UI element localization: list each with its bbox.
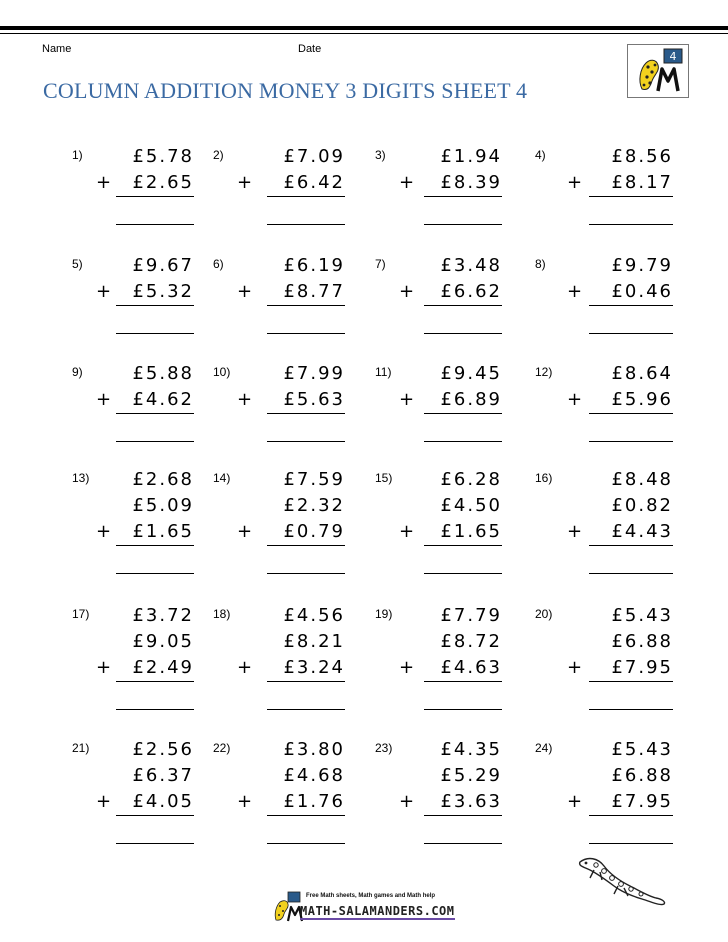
addend: £5.88 [132, 363, 194, 384]
addend: £9.67 [132, 255, 194, 276]
plus-sign: + [567, 281, 583, 302]
addend: £7.99 [283, 363, 345, 384]
plus-sign: + [399, 172, 415, 193]
answer-line[interactable] [424, 333, 502, 334]
problem-item [375, 257, 502, 349]
addend: £9.05 [132, 631, 194, 652]
addend: £8.21 [283, 631, 345, 652]
sum-top-rule [116, 305, 194, 306]
footer-underline [300, 918, 455, 920]
footer-site-link[interactable]: MATH-SALAMANDERS.COM [300, 904, 455, 918]
answer-line[interactable] [267, 843, 345, 844]
answer-line[interactable] [116, 843, 194, 844]
problem-item [535, 365, 673, 457]
plus-sign: + [96, 657, 112, 678]
addend: £5.09 [132, 495, 194, 516]
addend: £4.62 [132, 389, 194, 410]
addend: £4.56 [283, 605, 345, 626]
addend: £4.68 [283, 765, 345, 786]
addend: £7.79 [440, 605, 502, 626]
problem-item [375, 607, 502, 725]
problem-item [72, 148, 194, 240]
problem-number: 9) [72, 365, 83, 379]
sum-top-rule [116, 681, 194, 682]
addend: £5.96 [611, 389, 673, 410]
problem-number: 11) [375, 365, 392, 379]
answer-line[interactable] [267, 573, 345, 574]
addend: £1.65 [440, 521, 502, 542]
problem-item [213, 471, 345, 589]
plus-sign: + [399, 521, 415, 542]
problem-number: 3) [375, 148, 386, 162]
plus-sign: + [399, 389, 415, 410]
plus-sign: + [567, 521, 583, 542]
problem-number: 14) [213, 471, 231, 485]
addend: £5.78 [132, 146, 194, 167]
addend: £3.63 [440, 791, 502, 812]
salamander-mascot-icon [574, 852, 670, 912]
problem-number: 1) [72, 148, 83, 162]
answer-line[interactable] [267, 333, 345, 334]
answer-line[interactable] [424, 441, 502, 442]
plus-sign: + [237, 791, 253, 812]
problem-item [535, 741, 673, 859]
problem-item [72, 607, 194, 725]
problem-item [375, 148, 502, 240]
problem-number: 16) [535, 471, 553, 485]
sum-top-rule [424, 196, 502, 197]
answer-line[interactable] [267, 709, 345, 710]
addend: £5.43 [611, 605, 673, 626]
problem-number: 15) [375, 471, 393, 485]
problem-item [213, 365, 345, 457]
plus-sign: + [399, 791, 415, 812]
problem-item [72, 257, 194, 349]
addend: £0.79 [283, 521, 345, 542]
sum-top-rule [116, 815, 194, 816]
answer-line[interactable] [116, 573, 194, 574]
problem-item [535, 471, 673, 589]
addend: £5.29 [440, 765, 502, 786]
plus-sign: + [237, 657, 253, 678]
addend: £7.95 [611, 791, 673, 812]
problem-item [72, 365, 194, 457]
answer-line[interactable] [267, 441, 345, 442]
addend: £6.88 [611, 631, 673, 652]
problem-number: 19) [375, 607, 393, 621]
addend: £8.39 [440, 172, 502, 193]
answer-line[interactable] [589, 333, 673, 334]
addend: £4.63 [440, 657, 502, 678]
addend: £8.17 [611, 172, 673, 193]
addend: £6.62 [440, 281, 502, 302]
plus-sign: + [399, 281, 415, 302]
problem-number: 5) [72, 257, 83, 271]
problem-number: 4) [535, 148, 546, 162]
addend: £5.63 [283, 389, 345, 410]
problem-item [213, 741, 345, 859]
sum-top-rule [589, 545, 673, 546]
sum-top-rule [116, 196, 194, 197]
addend: £8.72 [440, 631, 502, 652]
answer-line[interactable] [589, 224, 673, 225]
addend: £8.77 [283, 281, 345, 302]
sum-top-rule [589, 413, 673, 414]
problem-item [375, 471, 502, 589]
plus-sign: + [237, 389, 253, 410]
answer-line[interactable] [424, 843, 502, 844]
answer-line[interactable] [424, 573, 502, 574]
addend: £6.19 [283, 255, 345, 276]
plus-sign: + [567, 657, 583, 678]
problem-item [72, 741, 194, 859]
addend: £8.48 [611, 469, 673, 490]
sum-top-rule [267, 681, 345, 682]
plus-sign: + [96, 389, 112, 410]
plus-sign: + [399, 657, 415, 678]
sum-top-rule [116, 545, 194, 546]
plus-sign: + [96, 521, 112, 542]
addend: £2.56 [132, 739, 194, 760]
problem-number: 21) [72, 741, 90, 755]
addend: £9.45 [440, 363, 502, 384]
problem-item [213, 148, 345, 240]
sum-top-rule [424, 305, 502, 306]
problem-number: 22) [213, 741, 231, 755]
addend: £9.79 [611, 255, 673, 276]
addend: £3.80 [283, 739, 345, 760]
problem-number: 13) [72, 471, 90, 485]
sum-top-rule [267, 305, 345, 306]
sum-top-rule [424, 413, 502, 414]
name-label: Name [42, 43, 72, 55]
problem-number: 7) [375, 257, 386, 271]
answer-line[interactable] [116, 224, 194, 225]
date-label: Date [298, 43, 322, 55]
addend: £3.24 [283, 657, 345, 678]
answer-line[interactable] [589, 441, 673, 442]
plus-sign: + [96, 172, 112, 193]
problem-item [535, 148, 673, 240]
answer-line[interactable] [589, 573, 673, 574]
sum-top-rule [267, 545, 345, 546]
answer-line[interactable] [267, 224, 345, 225]
logo-badge-number: 4 [669, 50, 677, 63]
addend: £6.88 [611, 765, 673, 786]
page-title: COLUMN ADDITION MONEY 3 DIGITS SHEET 4 [43, 78, 528, 103]
sum-top-rule [424, 681, 502, 682]
addend: £6.37 [132, 765, 194, 786]
problem-item [535, 607, 673, 725]
problem-number: 17) [72, 607, 90, 621]
sum-top-rule [589, 681, 673, 682]
answer-line[interactable] [424, 709, 502, 710]
plus-sign: + [567, 791, 583, 812]
sum-top-rule [267, 196, 345, 197]
problem-number: 8) [535, 257, 546, 271]
problem-number: 6) [213, 257, 224, 271]
sum-top-rule [267, 815, 345, 816]
addend: £4.05 [132, 791, 194, 812]
problem-number: 12) [535, 365, 553, 379]
addend: £0.46 [611, 281, 673, 302]
plus-sign: + [237, 281, 253, 302]
addend: £7.09 [283, 146, 345, 167]
addend: £7.95 [611, 657, 673, 678]
problem-number: 18) [213, 607, 231, 621]
problem-item [375, 365, 502, 457]
answer-line[interactable] [589, 709, 673, 710]
plus-sign: + [237, 521, 253, 542]
problem-item [535, 257, 673, 349]
addend: £3.48 [440, 255, 502, 276]
addend: £0.82 [611, 495, 673, 516]
answer-line[interactable] [116, 709, 194, 710]
problem-number: 2) [213, 148, 224, 162]
sum-top-rule [589, 196, 673, 197]
addend: £6.89 [440, 389, 502, 410]
plus-sign: + [567, 389, 583, 410]
addend: £1.76 [283, 791, 345, 812]
answer-line[interactable] [116, 333, 194, 334]
addend: £4.35 [440, 739, 502, 760]
addend: £1.94 [440, 146, 502, 167]
addend: £2.65 [132, 172, 194, 193]
problem-number: 24) [535, 741, 553, 755]
answer-line[interactable] [116, 441, 194, 442]
answer-line[interactable] [589, 843, 673, 844]
addend: £2.32 [283, 495, 345, 516]
plus-sign: + [237, 172, 253, 193]
addend: £1.65 [132, 521, 194, 542]
problem-item [213, 607, 345, 725]
sum-top-rule [116, 413, 194, 414]
problem-number: 10) [213, 365, 231, 379]
addend: £8.64 [611, 363, 673, 384]
sum-top-rule [267, 413, 345, 414]
addend: £8.56 [611, 146, 673, 167]
sum-top-rule [589, 815, 673, 816]
problem-item [375, 741, 502, 859]
answer-line[interactable] [424, 224, 502, 225]
sum-top-rule [424, 815, 502, 816]
addend: £5.43 [611, 739, 673, 760]
addend: £5.32 [132, 281, 194, 302]
problem-number: 23) [375, 741, 393, 755]
addend: £4.43 [611, 521, 673, 542]
addend: £6.42 [283, 172, 345, 193]
problem-item [213, 257, 345, 349]
sum-top-rule [424, 545, 502, 546]
plus-sign: + [96, 281, 112, 302]
addend: £7.59 [283, 469, 345, 490]
addend: £4.50 [440, 495, 502, 516]
addend: £6.28 [440, 469, 502, 490]
addend: £3.72 [132, 605, 194, 626]
addend: £2.68 [132, 469, 194, 490]
problem-number: 20) [535, 607, 553, 621]
plus-sign: + [96, 791, 112, 812]
problem-item [72, 471, 194, 589]
sum-top-rule [589, 305, 673, 306]
plus-sign: + [567, 172, 583, 193]
addend: £2.49 [132, 657, 194, 678]
footer-tagline: Free Math sheets, Math games and Math help [306, 893, 436, 899]
